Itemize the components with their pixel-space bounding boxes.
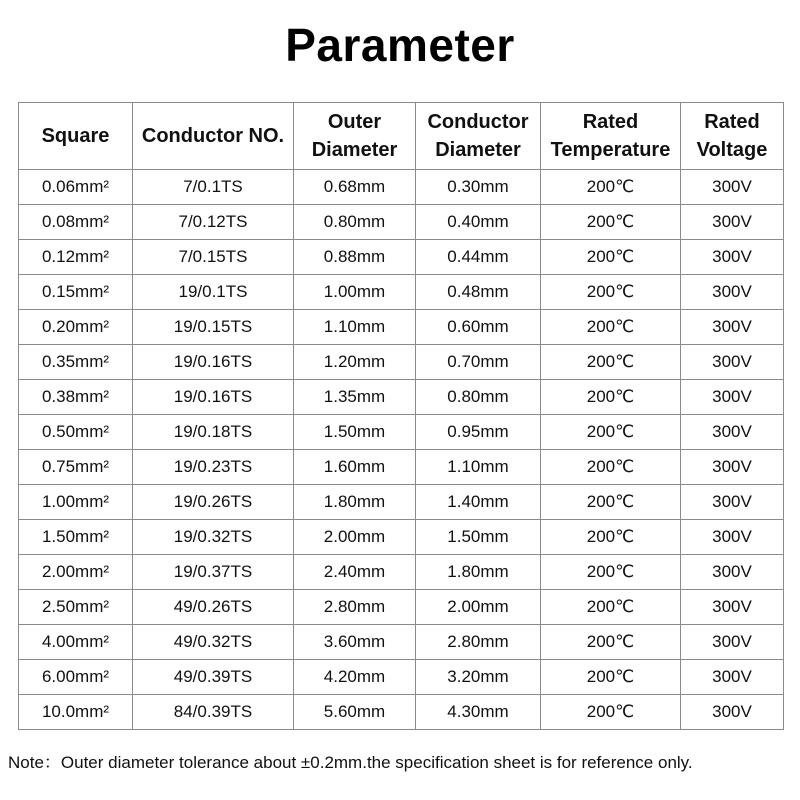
page-title: Parameter [285, 19, 515, 71]
cell-rated-voltage: 300V [681, 380, 784, 415]
cell-conductor-no: 19/0.16TS [133, 380, 294, 415]
cell-outer-diameter: 1.20mm [294, 345, 416, 380]
cell-outer-diameter: 2.40mm [294, 555, 416, 590]
cell-square: 0.38mm² [19, 380, 133, 415]
cell-rated-voltage: 300V [681, 450, 784, 485]
cell-conductor-no: 84/0.39TS [133, 695, 294, 730]
cell-outer-diameter: 2.80mm [294, 590, 416, 625]
cell-conductor-diameter: 0.80mm [416, 380, 541, 415]
cell-outer-diameter: 0.88mm [294, 240, 416, 275]
cell-outer-diameter: 1.80mm [294, 485, 416, 520]
table-row [19, 625, 784, 660]
cell-conductor-diameter: 0.30mm [416, 170, 541, 205]
cell-rated-voltage: 300V [681, 555, 784, 590]
cell-rated-voltage: 300V [681, 345, 784, 380]
cell-rated-temperature: 200℃ [541, 240, 681, 275]
cell-rated-voltage: 300V [681, 415, 784, 450]
table-row [19, 555, 784, 590]
cell-rated-voltage: 300V [681, 695, 784, 730]
cell-conductor-no: 7/0.15TS [133, 240, 294, 275]
cell-rated-temperature: 200℃ [541, 450, 681, 485]
cell-square: 4.00mm² [19, 625, 133, 660]
cell-rated-temperature: 200℃ [541, 170, 681, 205]
header-rated-voltage: Rated Voltage [681, 103, 784, 170]
table-row [19, 520, 784, 555]
cell-rated-voltage: 300V [681, 590, 784, 625]
cell-conductor-no: 7/0.1TS [133, 170, 294, 205]
cell-conductor-no: 19/0.32TS [133, 520, 294, 555]
cell-conductor-diameter: 0.48mm [416, 275, 541, 310]
cell-conductor-no: 19/0.18TS [133, 415, 294, 450]
cell-conductor-diameter: 1.40mm [416, 485, 541, 520]
cell-rated-temperature: 200℃ [541, 345, 681, 380]
cell-conductor-no: 19/0.37TS [133, 555, 294, 590]
cell-rated-voltage: 300V [681, 240, 784, 275]
cell-square: 0.08mm² [19, 205, 133, 240]
table-row [19, 170, 784, 205]
cell-outer-diameter: 3.60mm [294, 625, 416, 660]
cell-conductor-no: 49/0.26TS [133, 590, 294, 625]
cell-square: 6.00mm² [19, 660, 133, 695]
cell-conductor-diameter: 0.40mm [416, 205, 541, 240]
cell-square: 2.50mm² [19, 590, 133, 625]
cell-conductor-diameter: 4.30mm [416, 695, 541, 730]
cell-conductor-diameter: 1.50mm [416, 520, 541, 555]
cell-rated-temperature: 200℃ [541, 555, 681, 590]
cell-rated-voltage: 300V [681, 625, 784, 660]
cell-outer-diameter: 1.35mm [294, 380, 416, 415]
cell-square: 0.06mm² [19, 170, 133, 205]
cell-square: 0.50mm² [19, 415, 133, 450]
cell-square: 0.20mm² [19, 310, 133, 345]
cell-square: 0.35mm² [19, 345, 133, 380]
table-row [19, 660, 784, 695]
cell-rated-temperature: 200℃ [541, 415, 681, 450]
table-header-row [19, 103, 784, 170]
header-conductor-diameter: Conductor Diameter [416, 103, 541, 170]
cell-conductor-no: 19/0.16TS [133, 345, 294, 380]
cell-conductor-no: 19/0.15TS [133, 310, 294, 345]
table-row [19, 345, 784, 380]
table-row [19, 275, 784, 310]
cell-rated-temperature: 200℃ [541, 590, 681, 625]
header-square: Square [19, 103, 133, 170]
cell-conductor-diameter: 1.10mm [416, 450, 541, 485]
table-row [19, 450, 784, 485]
cell-outer-diameter: 1.10mm [294, 310, 416, 345]
cell-rated-voltage: 300V [681, 310, 784, 345]
cell-conductor-no: 19/0.23TS [133, 450, 294, 485]
cell-conductor-diameter: 1.80mm [416, 555, 541, 590]
table-row [19, 590, 784, 625]
cell-square: 1.00mm² [19, 485, 133, 520]
cell-outer-diameter: 1.50mm [294, 415, 416, 450]
cell-square: 0.75mm² [19, 450, 133, 485]
cell-conductor-diameter: 3.20mm [416, 660, 541, 695]
cell-conductor-diameter: 2.80mm [416, 625, 541, 660]
cell-outer-diameter: 4.20mm [294, 660, 416, 695]
footnote: Note：Outer diameter tolerance about ±0.2mm.the specification sheet is for reference only. [8, 753, 693, 772]
cell-rated-temperature: 200℃ [541, 275, 681, 310]
cell-square: 2.00mm² [19, 555, 133, 590]
header-conductor-no: Conductor NO. [133, 103, 294, 170]
cell-rated-voltage: 300V [681, 170, 784, 205]
cell-outer-diameter: 1.60mm [294, 450, 416, 485]
cell-conductor-diameter: 0.95mm [416, 415, 541, 450]
cell-rated-voltage: 300V [681, 520, 784, 555]
table-row [19, 310, 784, 345]
cell-rated-voltage: 300V [681, 205, 784, 240]
cell-outer-diameter: 0.68mm [294, 170, 416, 205]
cell-square: 0.15mm² [19, 275, 133, 310]
cell-conductor-no: 49/0.39TS [133, 660, 294, 695]
cell-outer-diameter: 1.00mm [294, 275, 416, 310]
cell-square: 0.12mm² [19, 240, 133, 275]
cell-rated-voltage: 300V [681, 275, 784, 310]
cell-rated-temperature: 200℃ [541, 695, 681, 730]
table-row [19, 240, 784, 275]
cell-conductor-no: 19/0.1TS [133, 275, 294, 310]
cell-rated-temperature: 200℃ [541, 520, 681, 555]
cell-rated-temperature: 200℃ [541, 660, 681, 695]
cell-conductor-diameter: 0.70mm [416, 345, 541, 380]
parameter-table [18, 102, 784, 730]
cell-conductor-no: 49/0.32TS [133, 625, 294, 660]
cell-outer-diameter: 0.80mm [294, 205, 416, 240]
cell-rated-temperature: 200℃ [541, 205, 681, 240]
table-row [19, 695, 784, 730]
cell-rated-temperature: 200℃ [541, 485, 681, 520]
table-row [19, 205, 784, 240]
cell-square: 10.0mm² [19, 695, 133, 730]
cell-square: 1.50mm² [19, 520, 133, 555]
header-rated-temperature: Rated Temperature [541, 103, 681, 170]
header-outer-diameter: Outer Diameter [294, 103, 416, 170]
cell-conductor-diameter: 0.60mm [416, 310, 541, 345]
table-row [19, 415, 784, 450]
cell-conductor-diameter: 2.00mm [416, 590, 541, 625]
cell-outer-diameter: 2.00mm [294, 520, 416, 555]
table-body [19, 170, 784, 730]
cell-rated-temperature: 200℃ [541, 625, 681, 660]
cell-rated-temperature: 200℃ [541, 310, 681, 345]
table-row [19, 380, 784, 415]
cell-rated-temperature: 200℃ [541, 380, 681, 415]
cell-rated-voltage: 300V [681, 660, 784, 695]
cell-conductor-no: 7/0.12TS [133, 205, 294, 240]
cell-outer-diameter: 5.60mm [294, 695, 416, 730]
cell-rated-voltage: 300V [681, 485, 784, 520]
table-row [19, 485, 784, 520]
cell-conductor-no: 19/0.26TS [133, 485, 294, 520]
cell-conductor-diameter: 0.44mm [416, 240, 541, 275]
